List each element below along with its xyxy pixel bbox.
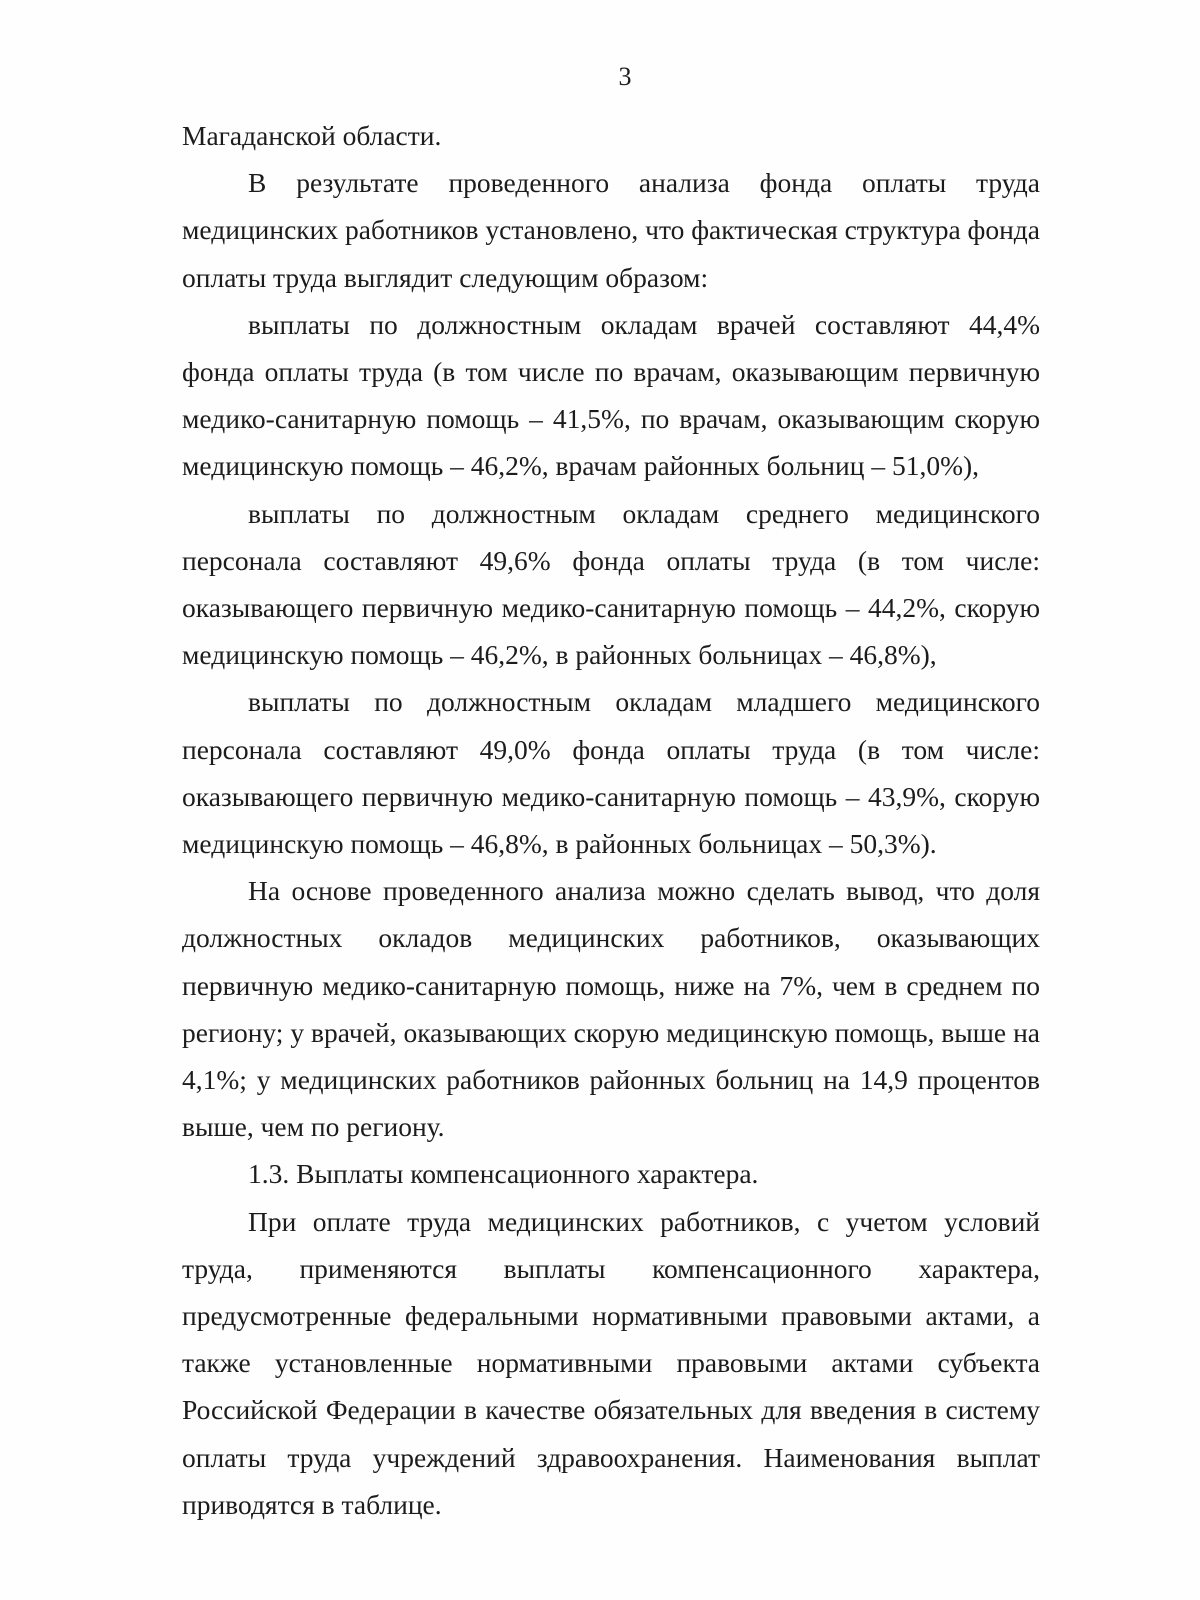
- page-number: 3: [618, 62, 632, 91]
- section-heading-compensation: 1.3. Выплаты компенсационного характера.: [248, 1158, 759, 1190]
- paragraph-doctors-salaries: выплаты по должностным окладам врачей составляют 44,4% фонда оплаты труда (в том числе по врачам, оказывающим первичную медико-санитарную помощь – 41,5%, по врачам, оказывающим скорую медицинскую помощь – 46,2%, врачам районных больниц – 51,0%),: [182, 308, 1040, 482]
- paragraph-junior-staff-salaries: выплаты по должностным окладам младшего медицинского персонала составляют 49,0% фонда оплаты труда (в том числе: оказывающего первичную медико-санитарную помощь – 43,9%, скорую медицинскую помощь – 46,8%, в районных больницах – 50,3%).: [182, 686, 1040, 860]
- paragraph-compensation-payments: При оплате труда медицинских работников, с учетом условий труда, применяются выплаты компенсационного характера, предусмотренные федеральными нормативными правовыми актами, а также установленные нормативными правовыми актами субъекта Российской Федерации в качестве обязательных для введения в систему оплаты труда учреждений здравоохранения. Наименования выплат приводятся в таблице.: [182, 1205, 1040, 1520]
- paragraph-analysis-intro: В результате проведенного анализа фонда оплаты труда медицинских работников установлено, что фактическая структура фонда оплаты труда выглядит следующим образом:: [182, 167, 1041, 293]
- paragraph-conclusion: На основе проведенного анализа можно сделать вывод, что доля должностных окладов медицинских работников, оказывающих первичную медико-санитарную помощь, ниже на 7%, чем в среднем по региону; у врачей, оказывающих скорую медицинскую помощь, выше на 4,1%; у медицинских работников районных больниц на 14,9 процентов выше, чем по региону.: [182, 875, 1040, 1143]
- paragraph-mid-level-staff-salaries: выплаты по должностным окладам среднего медицинского персонала составляют 49,6% фонда оплаты труда (в том числе: оказывающего первичную медико-санитарную помощь – 44,2%, скорую медицинскую помощь – 46,2%, в районных больницах – 46,8%),: [182, 497, 1040, 671]
- document-body: [182, 112, 1040, 1528]
- paragraph-continuation: Магаданской области.: [182, 120, 442, 151]
